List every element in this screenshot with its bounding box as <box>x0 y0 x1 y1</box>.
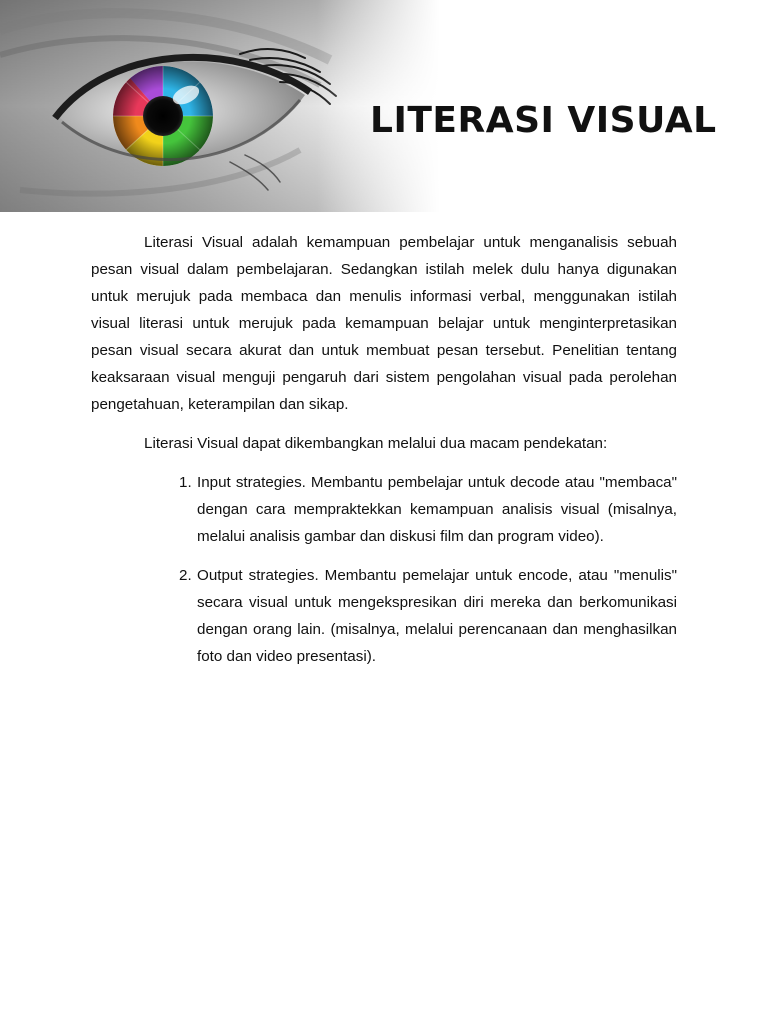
header-banner <box>0 0 768 212</box>
intro-paragraph: Literasi Visual adalah kemampuan pembelajar untuk menganalisis sebuah pesan visual dalam pembelajaran. Sedangkan istilah melek dulu hanya digunakan untuk merujuk pada membaca dan menulis informasi verbal, menggunakan istilah visual literasi untuk merujuk pada kemampuan belajar untuk menginterpretasikan pesan visual secara akurat dan untuk membuat pesan tersebut. Penelitian tentang keaksaraan visual menguji pengaruh dari sistem pengolahan visual pada perolehan pengetahuan, keterampilan dan sikap. <box>91 234 677 413</box>
document-body <box>91 229 677 682</box>
list-item-text: Output strategies. Membantu pemelajar untuk encode, atau "menulis" secara visual untuk mengekspresikan diri mereka dan berkomunikasi dengan orang lain. (misalnya, melalui perencanaan dan menghasilkan foto dan video presentasi). <box>197 567 677 665</box>
list-item <box>179 562 677 670</box>
approach-paragraph: Literasi Visual dapat dikembangkan melalui dua macam pendekatan: <box>144 435 608 452</box>
list-item-number: 2. <box>179 567 192 584</box>
page-title: LITERASI VISUAL <box>370 100 717 141</box>
list-item <box>179 469 677 550</box>
list-item-text: Input strategies. Membantu pembelajar untuk decode atau "membaca" dengan cara mempraktekkan kemampuan analisis visual (misalnya, melalui analisis gambar dan diskusi film dan program video). <box>197 474 677 545</box>
list-item-number: 1. <box>179 474 192 491</box>
strategy-list <box>91 469 677 670</box>
